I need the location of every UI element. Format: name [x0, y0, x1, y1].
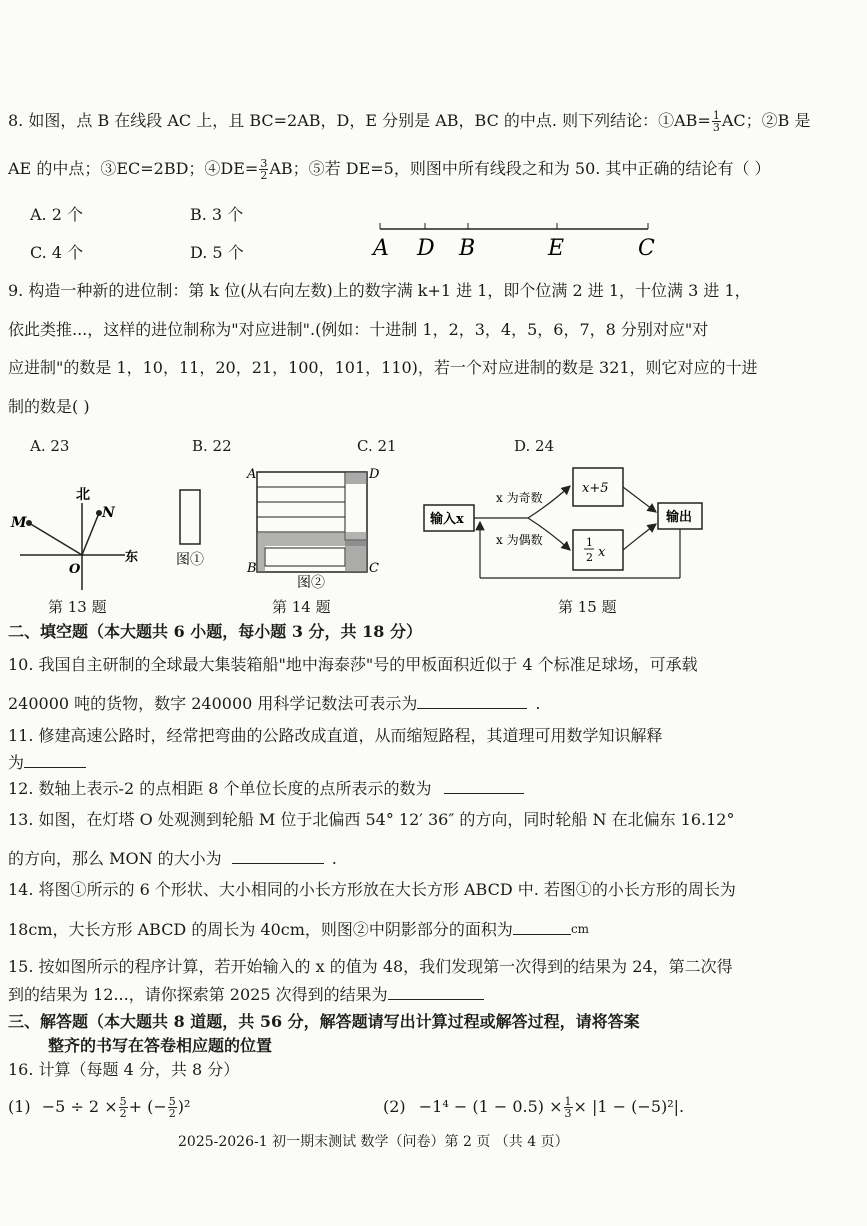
q15-text: 到的结果为 12...，请你探索第 2025 次得到的结果为: [8, 985, 388, 1004]
q14-line2: [8, 919, 589, 940]
vertex-d: D: [369, 467, 380, 482]
frac-denominator: 2: [260, 169, 268, 182]
east-label: 东: [125, 550, 139, 565]
q9-option-c: C. 21: [357, 437, 397, 455]
q12-line1: [8, 778, 524, 799]
fig14-caption: 第 14 题: [272, 598, 331, 616]
half-x: x: [598, 545, 606, 560]
fig13-direction-figure: [5, 485, 145, 595]
frac-denominator: 3: [564, 1107, 572, 1120]
add-five-label: x+5: [582, 481, 609, 496]
q8-option-c: C. 4 个: [30, 243, 84, 262]
point-a-label: A: [373, 236, 389, 261]
q10-text: 240000 吨的货物，数字 240000 用科学记数法可表示为: [8, 694, 418, 713]
page-footer: 2025-2026-1 初一期末测试 数学（问卷）第 2 页 （共 4 页）: [178, 1134, 569, 1150]
q16-part1-expr-c: )²: [177, 1097, 191, 1116]
q8-line1: [8, 110, 810, 133]
shaded-area-left: [257, 546, 265, 572]
q16-part1-frac1: [119, 1096, 128, 1119]
frac-denominator: 2: [168, 1107, 176, 1120]
q11-line1: 11. 修建高速公路时，经常把弯曲的公路改成直道，从而缩短路程，其道理可用数学知识解释: [8, 726, 663, 745]
n-label: N: [102, 505, 115, 521]
q8-segment-figure: [365, 215, 665, 265]
fig15-caption: 第 15 题: [558, 598, 617, 616]
fig13-caption: 第 13 题: [48, 598, 107, 616]
small-rectangle: [180, 490, 200, 544]
fig14-sub2-label: 图②: [297, 575, 325, 591]
point-c-label: C: [638, 236, 655, 261]
fig14-sub1-label: 图①: [176, 552, 204, 568]
q8-text-b: AC；②B 是: [721, 111, 811, 130]
half-numerator: 1: [586, 536, 593, 549]
q16-part2-expr-b: × |1 − (−5)²|.: [573, 1097, 685, 1116]
vertex-c: C: [369, 561, 379, 576]
vertex-a: A: [247, 467, 257, 482]
frac-numerator: 1: [712, 109, 720, 122]
q16-part2-expr-a: −1⁴ − (1 − 0.5) ×: [418, 1097, 563, 1116]
q16-part1-label: (1): [8, 1097, 31, 1116]
frac-numerator: 5: [168, 1095, 176, 1108]
fig14-rectangles-figure: [170, 460, 390, 595]
q15-line2: [8, 984, 484, 1005]
q9-option-a: A. 23: [30, 437, 70, 455]
q9-line1: 9. 构造一种新的进位制：第 k 位(从右向左数)上的数字满 k+1 进 1，即个位满 2 进 1，十位满 3 进 1，: [8, 281, 751, 300]
q13-line1: 13. 如图，在灯塔 O 处观测到轮船 M 位于北偏西 54° 12′ 36″ 的方向，同时轮船 N 在北偏东 16.12°: [8, 810, 735, 829]
shaded-area-right: [345, 540, 367, 572]
q16-part1: [8, 1096, 190, 1119]
o-label: O: [69, 562, 81, 577]
frac-denominator: 2: [119, 1107, 127, 1120]
q8-line2: [8, 158, 771, 181]
point-b-label: B: [459, 236, 476, 261]
point-d-label: D: [417, 236, 435, 261]
q14-answer-blank[interactable]: [513, 919, 571, 935]
q12-answer-blank[interactable]: [444, 778, 524, 794]
q16-part1-expr-b: + (−: [128, 1097, 167, 1116]
q13-answer-blank[interactable]: [232, 848, 324, 864]
q9-line3: 应进制"的数是 1，10，11，20，21，100，101，110)，若一个对应进制的数是 321，则它对应的十进: [8, 358, 758, 377]
section-3-subheading: 整齐的书写在答卷相应题的位置: [48, 1036, 273, 1055]
q10-period: .: [535, 694, 541, 713]
section-3-heading: 三、解答题（本大题共 8 道题，共 56 分，解答题请写出计算过程或解答过程，请将答案: [8, 1012, 640, 1031]
m-label: M: [11, 515, 27, 531]
section-2-heading: 二、填空题（本大题共 6 小题，每小题 3 分，共 18 分）: [8, 622, 422, 641]
q9-option-b: B. 22: [192, 437, 232, 455]
q8-text-d: AB；⑤若 DE=5，则图中所有线段之和为 50. 其中正确的结论有（ ）: [269, 159, 771, 178]
q13-text: 的方向，那么 MON 的大小为: [8, 849, 222, 868]
q15-line1: 15. 按如图所示的程序计算，若开始输入的 x 的值为 48，我们发现第一次得到的结果为 24，第二次得: [8, 957, 733, 976]
vertex-b: B: [247, 561, 257, 576]
frac-numerator: 3: [260, 157, 268, 170]
q15-answer-blank[interactable]: [388, 984, 484, 1000]
q16-part2-frac: [564, 1096, 573, 1119]
q16-part1-frac2: [168, 1096, 177, 1119]
q9-line4: 制的数是( ): [8, 397, 90, 416]
q11-answer-blank[interactable]: [24, 752, 86, 768]
q8-text-a: 8. 如图，点 B 在线段 AC 上，且 BC=2AB，D，E 分别是 AB，BC 的中点. 则下列结论：①AB=: [8, 111, 711, 130]
q8-option-a: A. 2 个: [30, 205, 83, 224]
q8-option-b: B. 3 个: [190, 205, 244, 224]
q14-unit: cm: [570, 922, 590, 936]
q9-line2: 依此类推...，这样的进位制称为"对应进制".(例如：十进制 1，2，3，4，5，6，7，8 分别对应"对: [8, 320, 709, 339]
q12-text: 12. 数轴上表示-2 的点相距 8 个单位长度的点所表示的数为: [8, 779, 432, 798]
q11-text: 为: [8, 753, 25, 772]
odd-branch-label: x 为奇数: [496, 491, 543, 505]
north-label: 北: [76, 487, 90, 503]
q16-part2-label: (2): [383, 1097, 406, 1116]
frac-numerator: 1: [564, 1095, 572, 1108]
q13-line2: [8, 848, 337, 869]
point-e-label: E: [548, 236, 565, 261]
q14-text: 18cm，大长方形 ABCD 的周长为 40cm，则图②中阴影部分的面积为: [8, 920, 513, 939]
half-denominator: 2: [586, 551, 593, 564]
q10-line2: [8, 693, 541, 714]
q8-fraction-one-third: [712, 110, 721, 133]
output-label: 输出: [666, 510, 693, 525]
frac-denominator: 3: [712, 121, 720, 134]
q11-line2: [8, 752, 86, 773]
q16-title: 16. 计算（每题 4 分，共 8 分）: [8, 1060, 240, 1079]
q16-part1-expr-a: −5 ÷ 2 ×: [41, 1097, 118, 1116]
input-label: 输入x: [430, 512, 464, 527]
q16-part2: [383, 1096, 684, 1119]
q8-option-d: D. 5 个: [190, 243, 244, 262]
shaded-area-top: [345, 472, 367, 484]
q8-text-c: AE 的中点；③EC=2BD；④DE=: [8, 159, 259, 178]
fig15-flowchart: [420, 460, 710, 590]
frac-numerator: 5: [119, 1095, 127, 1108]
q10-line1: 10. 我国自主研制的全球最大集装箱船"地中海泰莎"号的甲板面积近似于 4 个标准足球场，可承载: [8, 655, 698, 674]
q14-line1: 14. 将图①所示的 6 个形状、大小相同的小长方形放在大长方形 ABCD 中. 若图①的小长方形的周长为: [8, 880, 736, 899]
q9-option-d: D. 24: [514, 437, 555, 455]
q10-answer-blank[interactable]: [417, 693, 527, 709]
q13-period: .: [331, 849, 337, 868]
q8-fraction-three-halves: [259, 158, 268, 181]
even-branch-label: x 为偶数: [496, 533, 543, 547]
